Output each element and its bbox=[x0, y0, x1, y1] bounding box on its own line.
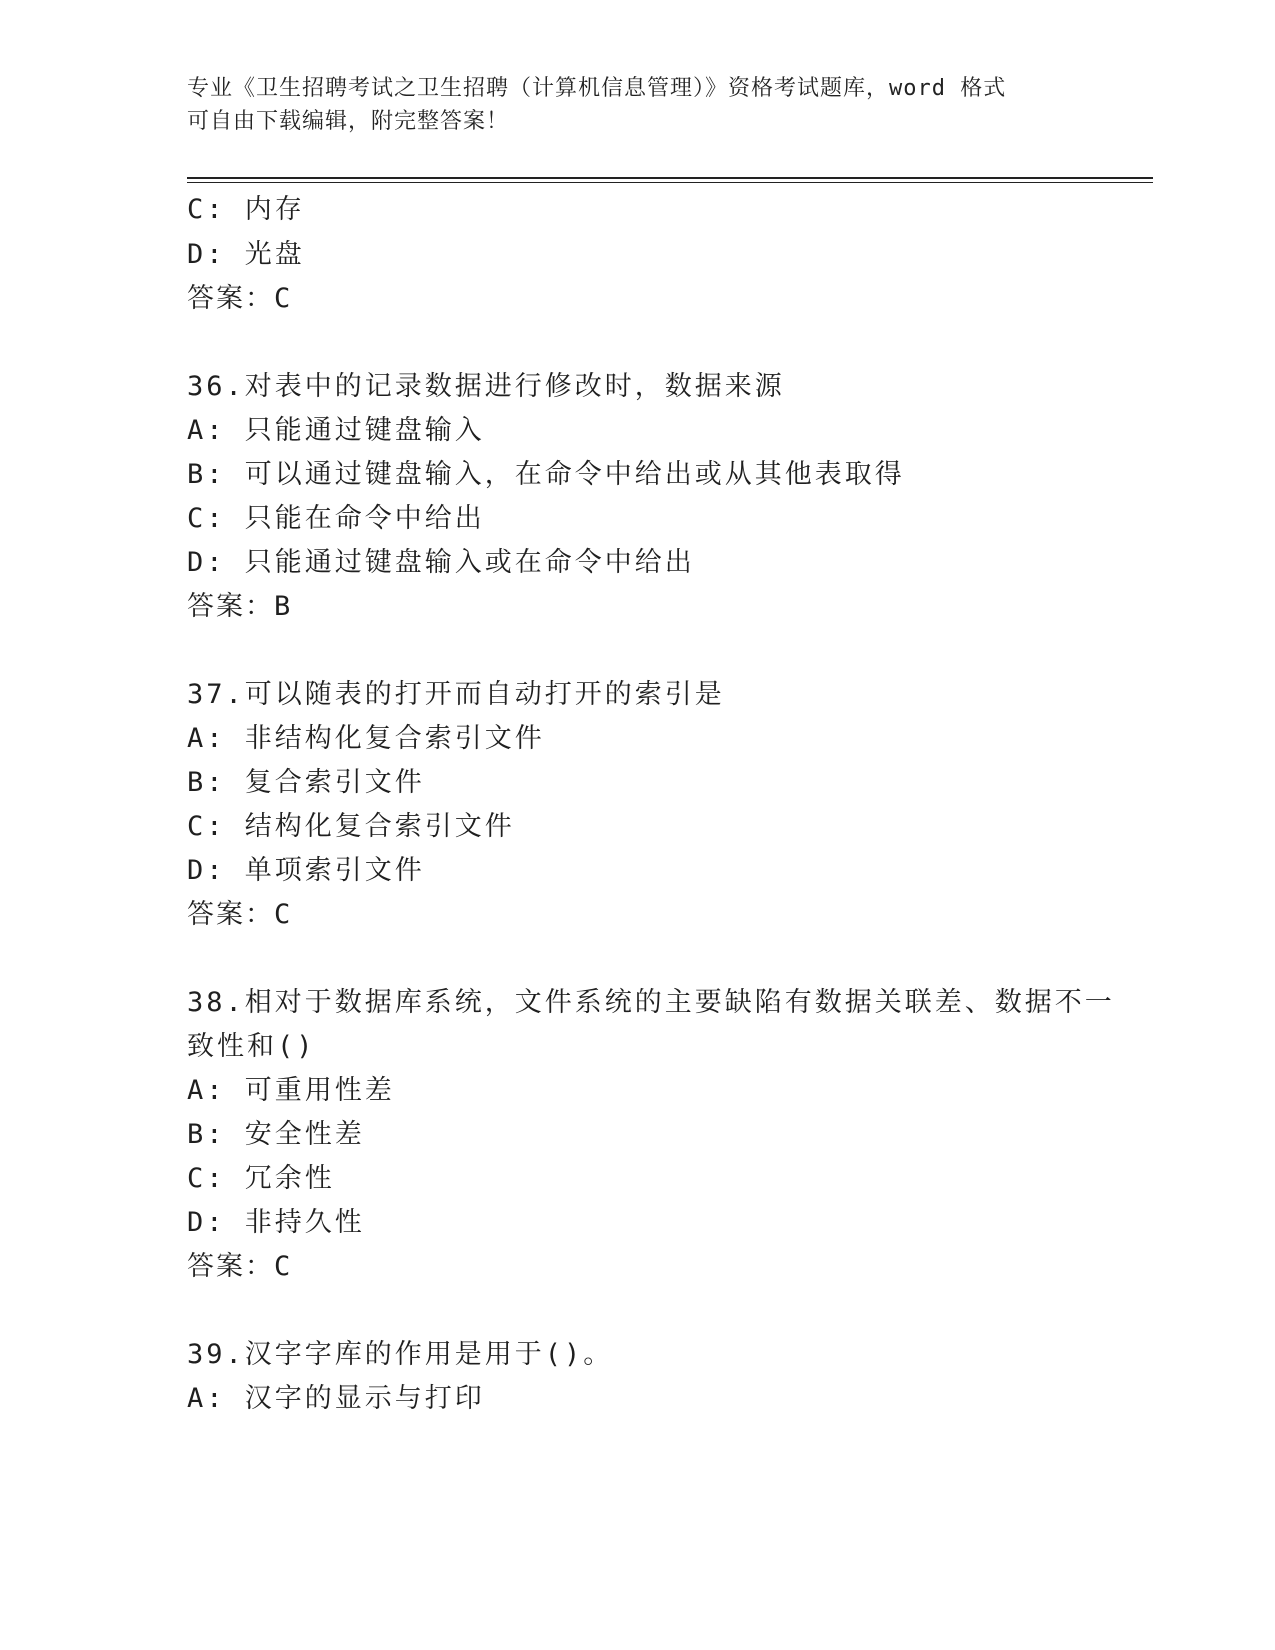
question-37-option-c: C: 结构化复合索引文件 bbox=[187, 811, 515, 842]
question-36-option-b: B: 可以通过键盘输入，在命令中给出或从其他表取得 bbox=[187, 459, 905, 490]
header-rule-thick bbox=[187, 177, 1153, 179]
prev-answer: 答案：C bbox=[187, 283, 293, 314]
header-rule-thin bbox=[187, 182, 1153, 183]
question-38-option-b: B: 安全性差 bbox=[187, 1119, 365, 1150]
question-38-stem-line-2: 致性和() bbox=[187, 1031, 316, 1062]
header-line-2: 可自由下载编辑，附完整答案！ bbox=[187, 109, 510, 134]
question-36-answer: 答案：B bbox=[187, 591, 293, 622]
question-37-option-a: A: 非结构化复合索引文件 bbox=[187, 723, 545, 754]
question-37-answer: 答案：C bbox=[187, 899, 293, 930]
prev-option-c: C: 内存 bbox=[187, 194, 305, 225]
question-36-stem: 36.对表中的记录数据进行修改时，数据来源 bbox=[187, 371, 785, 402]
prev-option-d: D: 光盘 bbox=[187, 239, 305, 270]
question-36-option-d: D: 只能通过键盘输入或在命令中给出 bbox=[187, 547, 695, 578]
question-39-stem: 39.汉字字库的作用是用于()。 bbox=[187, 1339, 614, 1370]
question-37-stem: 37.可以随表的打开而自动打开的索引是 bbox=[187, 679, 725, 710]
document-header bbox=[187, 72, 1067, 138]
question-37-option-b: B: 复合索引文件 bbox=[187, 767, 425, 798]
question-38-option-c: C: 冗余性 bbox=[187, 1163, 335, 1194]
header-line-1: 专业《卫生招聘考试之卫生招聘（计算机信息管理）》资格考试题库，word 格式 bbox=[187, 76, 1007, 101]
question-36-option-a: A: 只能通过键盘输入 bbox=[187, 415, 485, 446]
question-38-option-a: A: 可重用性差 bbox=[187, 1075, 395, 1106]
question-39-option-a: A: 汉字的显示与打印 bbox=[187, 1383, 485, 1414]
question-38-option-d: D: 非持久性 bbox=[187, 1207, 365, 1238]
question-37-option-d: D: 单项索引文件 bbox=[187, 855, 425, 886]
question-38-stem-line-1: 38.相对于数据库系统，文件系统的主要缺陷有数据关联差、数据不一 bbox=[187, 987, 1115, 1018]
question-38-answer: 答案：C bbox=[187, 1251, 293, 1282]
question-36-option-c: C: 只能在命令中给出 bbox=[187, 503, 485, 534]
